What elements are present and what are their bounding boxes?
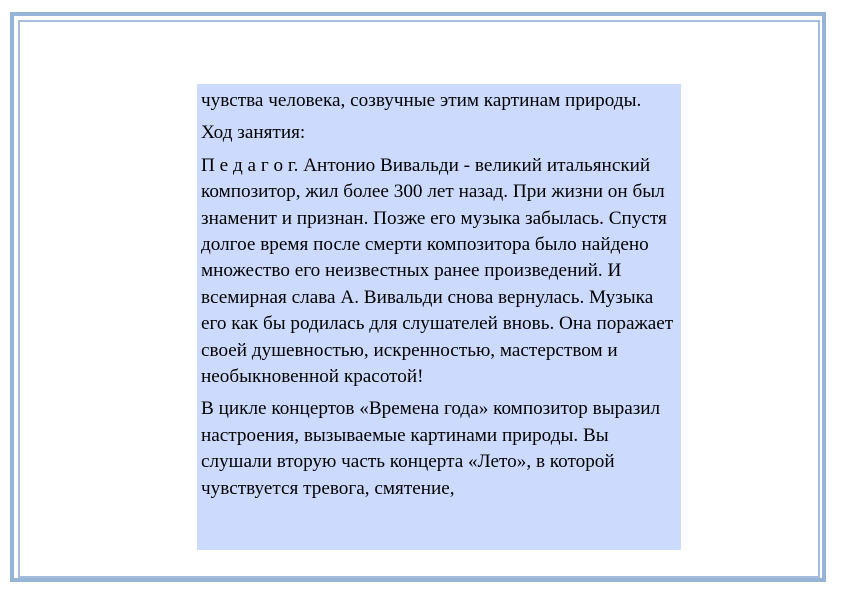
text-block	[197, 84, 681, 550]
paragraph-teacher-speech: П е д а г о г. Антонио Вивальди - великий итальянский композитор, жил более 300 лет назад. При жизни он был знаменит и признан. Позже его музыка забылась. Спустя долгое время после смерти композитора было найдено множество его неизвестных ранее произведений. И всемирная слава А. Вивальди снова вернулась. Музыка его как бы родилась для слушателей вновь. Она поражает своей душевностью, искренностью, мастерством и необыкновенной красотой!	[201, 154, 674, 388]
paragraph-intro-fragment: чувства человека, созвучные этим картинам природы.	[201, 90, 642, 111]
paragraph-lesson-heading: Ход занятия:	[201, 122, 306, 144]
paragraph-seasons-cycle: В цикле концертов «Времена года» композитор выразил настроения, вызываемые картинами природы. Вы слушали вторую часть концерта «Лето», в которой чувствуется тревога, смятение,	[201, 398, 661, 499]
